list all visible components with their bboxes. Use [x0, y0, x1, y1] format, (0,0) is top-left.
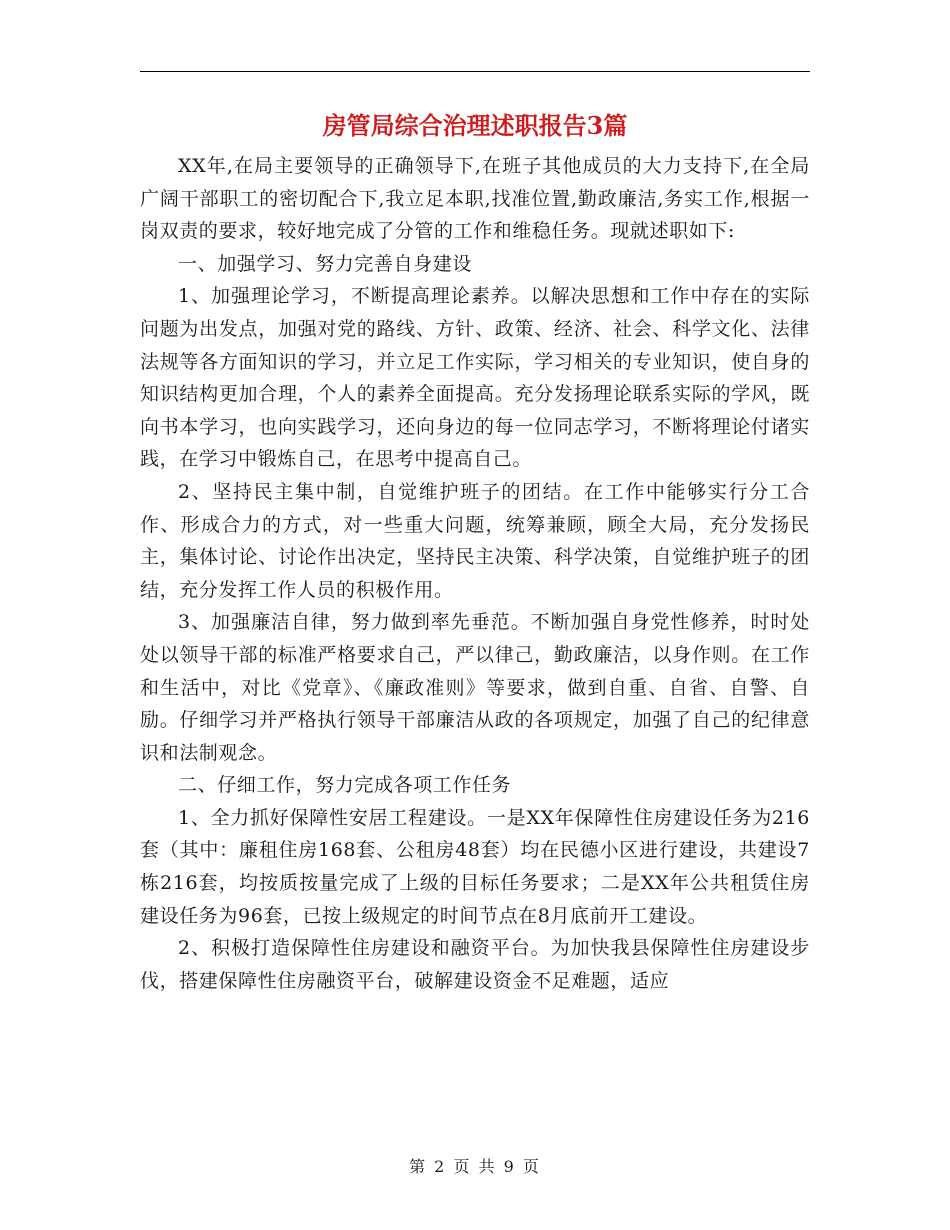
paragraph-1-3: 3、加强廉洁自律，努力做到率先垂范。不断加强自身党性修养，时时处处以领导干部的标准严格要求自己，严以律己，勤政廉洁，以身作则。在工作和生活中，对比《党章》、《廉政准则》等要求，做到自重、自省、自警、自励。仔细学习并严格执行领导干部廉洁从政的各项规定，加强了自己的纪律意识和法制观念。	[140, 611, 810, 764]
paragraph-2-1: 1、全力抓好保障性安居工程建设。一是XX年保障性住房建设任务为216套（其中：廉租住房168套、公租房48套）均在民德小区进行建设，共建设7栋216套，均按质按量完成了上级的目标任务要求；二是XX年公共租赁住房建设任务为96套，已按上级规定的时间节点在8月底前开工建设。	[140, 806, 810, 927]
header-rule	[140, 71, 810, 72]
paragraph-1-1: 1、加强理论学习，不断提高理论素养。以解决思想和工作中存在的实际问题为出发点，加强对党的路线、方针、政策、经济、社会、科学文化、法律法规等各方面知识的学习，并立足工作实际，学习相关的专业知识，使自身的知识结构更加合理，个人的素养全面提高。充分发扬理论联系实际的学风，既向书本学习，也向实践学习，还向身边的每一位同志学习，不断将理论付诸实践，在学习中锻炼自己，在思考中提高自己。	[140, 285, 810, 471]
paragraph-intro: XX年,在局主要领导的正确领导下,在班子其他成员的大力支持下,在全局广阔干部职工的密切配合下,我立足本职,找准位置,勤政廉洁,务实工作,根据一岗双责的要求，较好地完成了分管的工作和维稳任务。现就述职如下:	[140, 155, 810, 243]
paragraph-1-2: 2、坚持民主集中制，自觉维护班子的团结。在工作中能够实行分工合作、形成合力的方式，对一些重大问题，统筹兼顾，顾全大局，充分发扬民主，集体讨论、讨论作出决定，坚持民主决策、科学决策，自觉维护班子的团结，充分发挥工作人员的积极作用。	[140, 480, 810, 601]
document-title: 房管局综合治理述职报告3篇	[322, 111, 628, 140]
document-body	[140, 150, 810, 997]
page-number: 第 2 页 共 9 页	[409, 1157, 541, 1176]
section-heading-2: 二、仔细工作，努力完成各项工作任务	[178, 774, 512, 797]
paragraph-2-2: 2、积极打造保障性住房建设和融资平台。为加快我县保障性住房建设步伐，搭建保障性住房融资平台，破解建设资金不足难题，适应	[140, 937, 810, 992]
section-heading-1: 一、加强学习、努力完善自身建设	[178, 252, 473, 275]
